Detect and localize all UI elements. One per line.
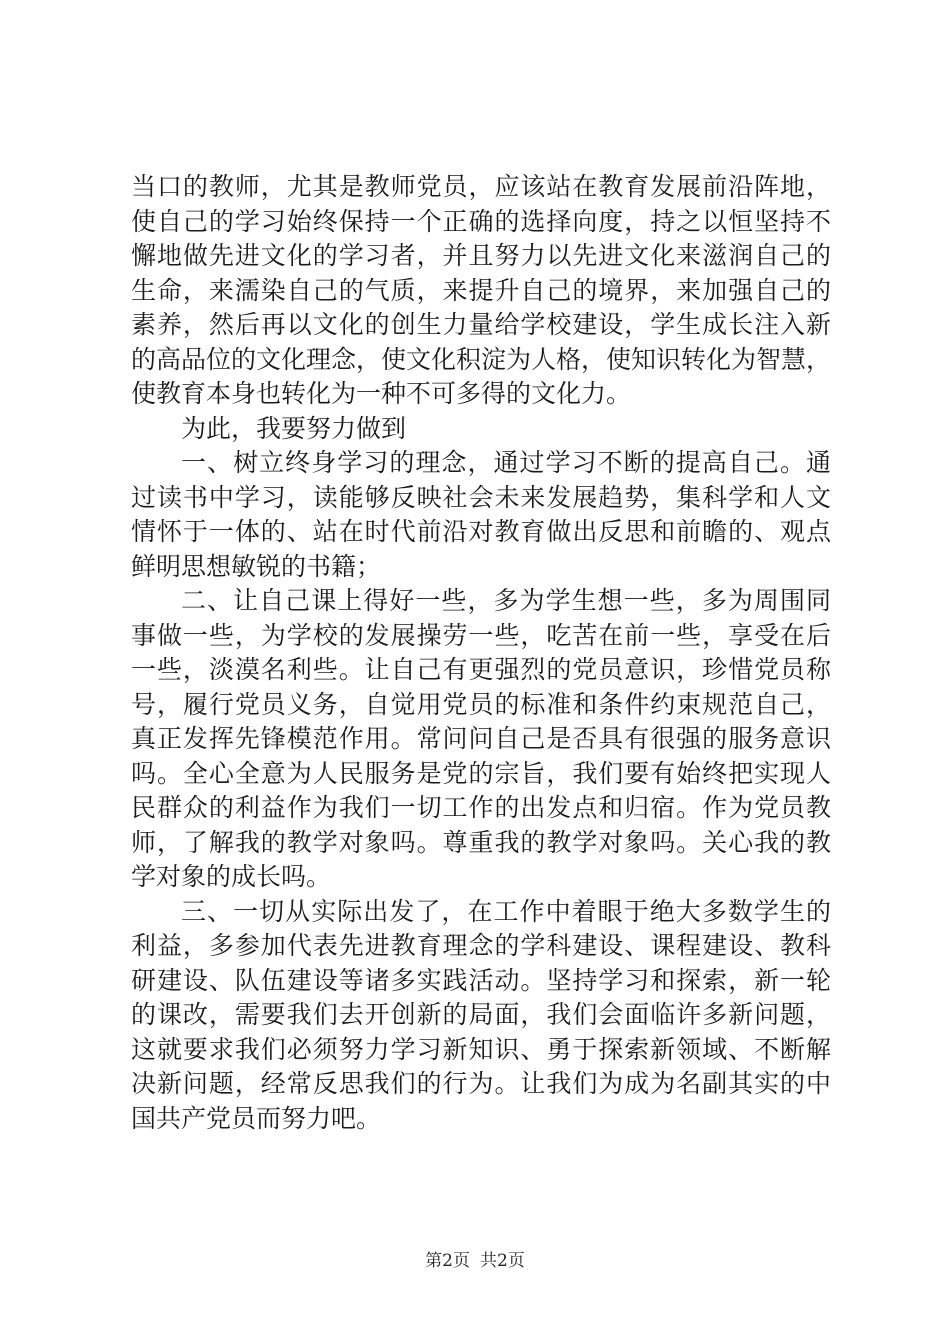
text-line: 三、一切从实际出发了，在工作中着眼于绝大多数学生的 [181,896,831,926]
page-footer [0,1246,950,1271]
section-intro: 为此，我要努力做到 [181,413,407,443]
text-line: 一、树立终身学习的理念，通过学习不断的提高自己。通 [181,448,831,477]
text-line: 使自己的学习始终保持一个正确的选择向度，持之以恒坚持不 [131,206,831,236]
text-line: 研建设、队伍建设等诸多实践活动。坚持学习和探索，新一轮 [131,965,831,995]
text-line: 素养，然后再以文化的创生力量给学校建设，学生成长注入新 [131,310,831,339]
page-number: 第2页 [425,1251,470,1271]
text-line: 情怀于一体的、站在时代前沿对教育做出反思和前瞻的、观点 [131,517,831,546]
text-line: 号，履行党员义务，自觉用党员的标准和条件约束规范自己， [131,689,831,719]
text-line: 这就要求我们必须努力学习新知识、勇于探索新领域、不断解 [131,1034,831,1064]
text-line: 吗。全心全意为人民服务是党的宗旨，我们要有始终把实现人 [131,758,831,788]
text-line: 生命，来濡染自己的气质，来提升自己的境界，来加强自己的 [131,275,831,305]
text-line: 懈地做先进文化的学习者，并且努力以先进文化来滋润自己的 [131,241,831,270]
text-line: 鲜明思想敏锐的书籍； [131,551,382,581]
text-line: 过读书中学习，读能够反映社会未来发展趋势，集科学和人文 [131,482,831,512]
text-line: 二、让自己课上得好一些，多为学生想一些，多为周围同 [181,586,831,615]
page-total: 共2页 [480,1251,525,1271]
text-line: 当口的教师，尤其是教师党员，应该站在教育发展前沿阵地， [131,172,831,201]
text-line: 利益，多参加代表先进教育理念的学科建设、课程建设、教科 [131,931,831,960]
text-line: 一些，淡漠名利些。让自己有更强烈的党员意识，珍惜党员称 [131,655,831,684]
text-line: 的课改，需要我们去开创新的局面，我们会面临许多新问题， [131,1000,831,1029]
text-line: 国共产党员而努力吧。 [131,1103,382,1133]
text-line: 的高品位的文化理念，使文化积淀为人格，使知识转化为智慧， [131,344,832,374]
text-line: 学对象的成长吗。 [131,862,332,891]
text-line: 民群众的利益作为我们一切工作的出发点和归宿。作为党员教 [131,793,831,822]
text-line: 师，了解我的教学对象吗。尊重我的教学对象吗。关心我的教 [131,827,831,857]
text-line: 决新问题，经常反思我们的行为。让我们为成为名副其实的中 [131,1069,831,1098]
document-body [131,170,831,1136]
text-line: 真正发挥先锋模范作用。常问问自己是否具有很强的服务意识 [131,724,831,753]
text-line: 事做一些，为学校的发展操劳一些，吃苦在前一些，享受在后 [131,620,831,650]
text-line: 使教育本身也转化为一种不可多得的文化力。 [131,379,632,408]
